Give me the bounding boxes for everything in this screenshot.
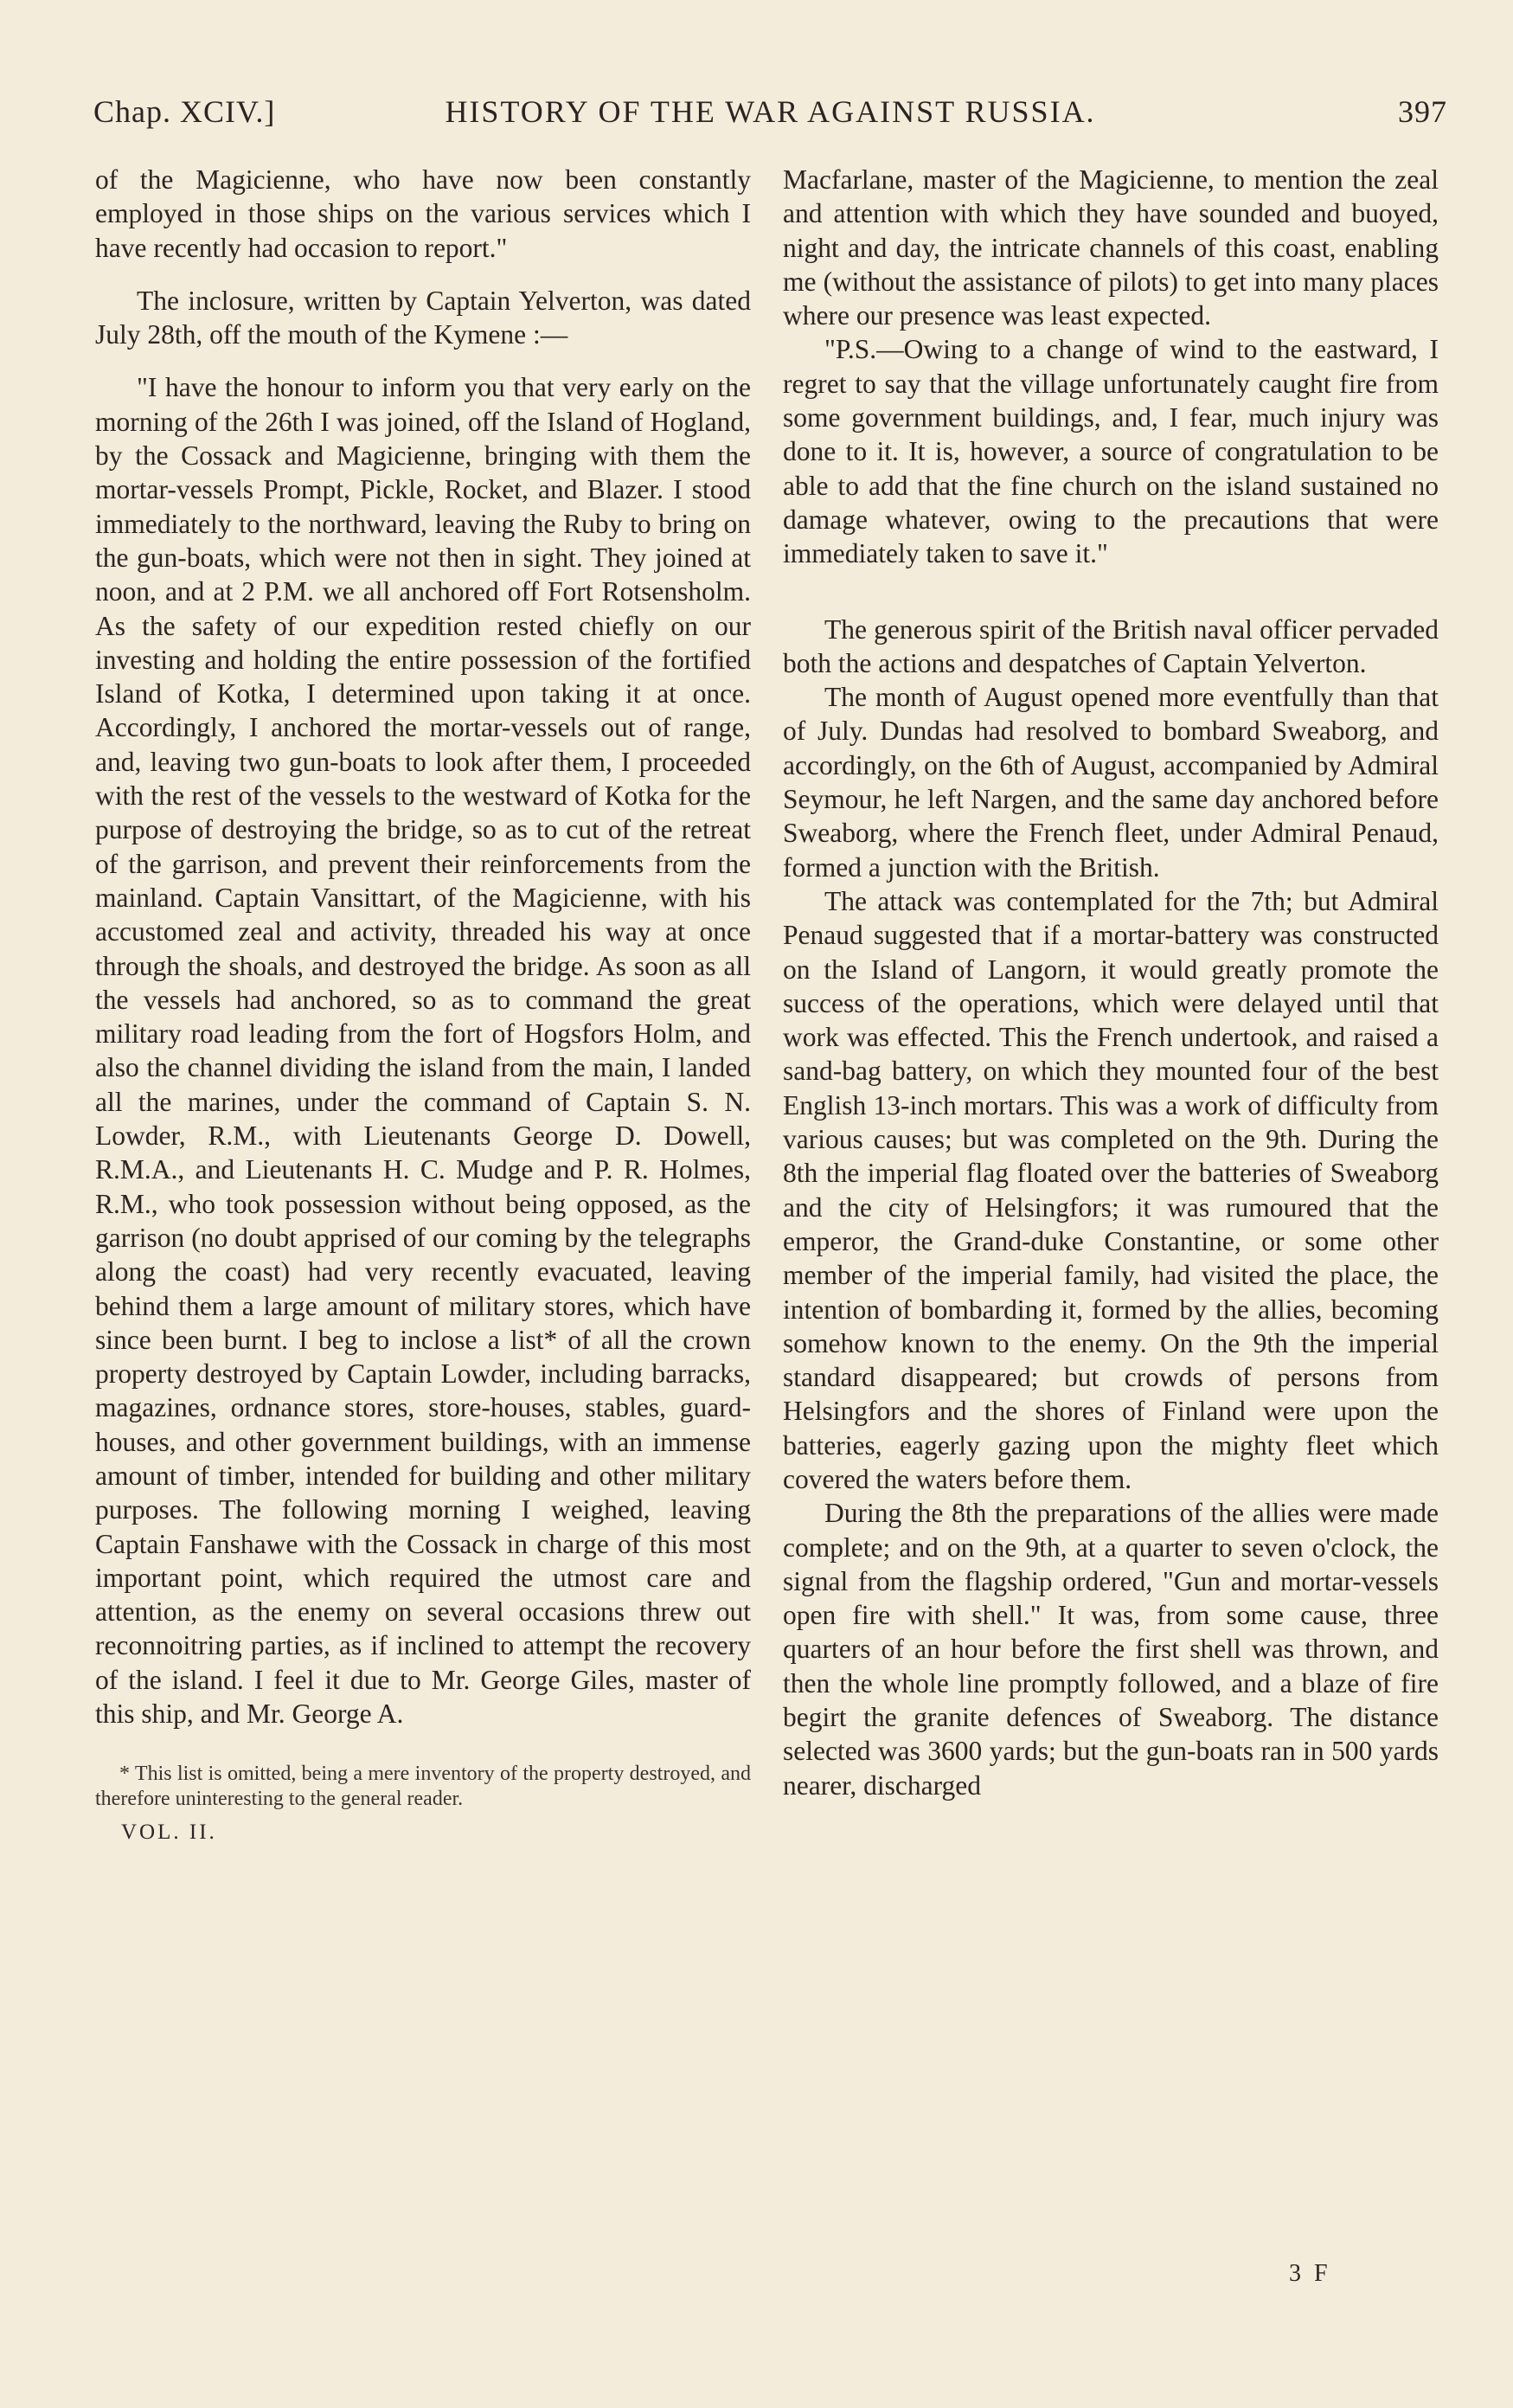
right-paragraph-4: The month of August opened more eventfully than that of July. Dundas had resolved to bombard Sweaborg, and accordingly, on the 6th of August, accompanied by Admiral Seymour, he left Nargen, and the same day anchored before Sweaborg, where the French fleet, under Admiral Penaud, formed a junction with the British.: [783, 682, 1439, 883]
right-paragraph-6: During the 8th the preparations of the allies were made complete; and on the 9th, at a quarter to seven o'clock, the signal from the flagship ordered, "Gun and mortar-vessels open fire with shell." It was, from some cause, three quarters of an hour before the first shell was thrown, and then the whole line promptly followed, and a blaze of fire begirt the granite defences of Sweaborg. The distance selected was 3600 yards; but the gun-boats ran in 500 yards nearer, discharged: [783, 1498, 1439, 1801]
footnote: * This list is omitted, being a mere inventory of the property destroyed, and therefore uninteresting to the general reader.: [95, 1763, 751, 1811]
volume-label: VOL. II.: [121, 1820, 217, 1845]
signature-mark: 3 F: [1289, 2260, 1331, 2287]
right-paragraph-1: Macfarlane, master of the Magicienne, to mention the zeal and attention with which they have sounded and buoyed, night and day, the intricate channels of this coast, enabling me (without the assistance of pilots) to get into many places where our presence was least expected.: [783, 164, 1439, 331]
page-number: 397: [1398, 94, 1447, 129]
page-header: [93, 93, 1447, 137]
chapter-label: Chap. XCIV.]: [93, 94, 276, 129]
left-paragraph-3: "I have the honour to inform you that very early on the morning of the 26th I was joined, off the Island of Hogland, by the Cossack and Magicienne, bringing with them the mortar-vessels Prompt, Pickle, Rocket, and Blazer. I stood immediately to the northward, leaving the Ruby to bring on the gun-boats, which were not then in sight. They joined at noon, and at 2 P.M. we all anchored off Fort Rotsensholm. As the safety of our expedition rested chiefly on our investing and holding the entire possession of the fortified Island of Kotka, I determined upon taking it at once. Accordingly, I anchored the mortar-vessels out of range, and, leaving two gun-boats to look after them, I proceeded with the rest of the vessels to the westward of Kotka for the purpose of destroying the bridge, so as to cut of the retreat of the garrison, and prevent their reinforcements from the mainland. Captain Vansittart, of the Magicienne, with his accustomed zeal and activity, threaded his way at once through the shoals, and destroyed the bridge. As soon as all the vessels had anchored, so as to command the great military road leading from the fort of Hogsfors Holm, and also the channel dividing the island from the main, I landed all the marines, under the command of Captain S. N. Lowder, R.M., with Lieutenants George D. Dowell, R.M.A., and Lieutenants H. C. Mudge and P. R. Holmes, R.M., who took possession without being opposed, as the garrison (no doubt apprised of our coming by the telegraphs along the coast) had very recently evacuated, leaving behind them a large amount of military stores, which have since been burnt. I beg to inclose a list* of all the crown property destroyed by Captain Lowder, including barracks, magazines, ordnance stores, store-houses, stables, guard-houses, and other government buildings, with an immense amount of timber, intended for building and other military purposes. The following morning I weighed, leaving Captain Fanshawe with the Cossack in charge of this most important point, which required the utmost care and attention, as the enemy on several occasions threw out reconnoitring parties, as if inclined to attempt the recovery of the island. I feel it due to Mr. George Giles, master of this ship, and Mr. George A.: [95, 372, 751, 1730]
left-column: [95, 163, 751, 1845]
right-column: [783, 163, 1439, 1802]
right-paragraph-5: The attack was contemplated for the 7th; but Admiral Penaud suggested that if a mortar-battery was constructed on the Island of Langorn, it would greatly promote the success of the operations, which were delayed until that work was effected. This the French undertook, and raised a sand-bag battery, on which they mounted four of the best English 13-inch mortars. This was a work of difficulty from various causes; but was completed on the 9th. During the 8th the imperial flag floated over the batteries of Sweaborg and the city of Helsingfors; it was rumoured that the emperor, the Grand-duke Constantine, or some other member of the imperial family, had visited the place, the intention of bombarding it, formed by the allies, becoming somehow known to the enemy. On the 9th the imperial standard disappeared; but crowds of persons from Helsingfors and the shores of Finland were upon the batteries, eagerly gazing upon the mighty fleet which covered the waters before them.: [783, 885, 1439, 1494]
right-paragraph-2: "P.S.—Owing to a change of wind to the eastward, I regret to say that the village unfortunately caught fire from some government buildings, and, I fear, much injury was done to it. It is, however, a source of congratulation to be able to add that the fine church on the island sustained no damage whatever, owing to the precautions that were immediately taken to save it.": [783, 334, 1439, 569]
running-title: HISTORY OF THE WAR AGAINST RUSSIA.: [445, 94, 1096, 129]
right-paragraph-3: The generous spirit of the British naval officer pervaded both the actions and despatches of Captain Yelverton.: [783, 613, 1439, 678]
left-paragraph-2: The inclosure, written by Captain Yelverton, was dated July 28th, off the mouth of the Kymene :—: [95, 285, 751, 350]
left-paragraph-1: of the Magicienne, who have now been constantly employed in those ships on the various services which I have recently had occasion to report.": [95, 164, 751, 263]
